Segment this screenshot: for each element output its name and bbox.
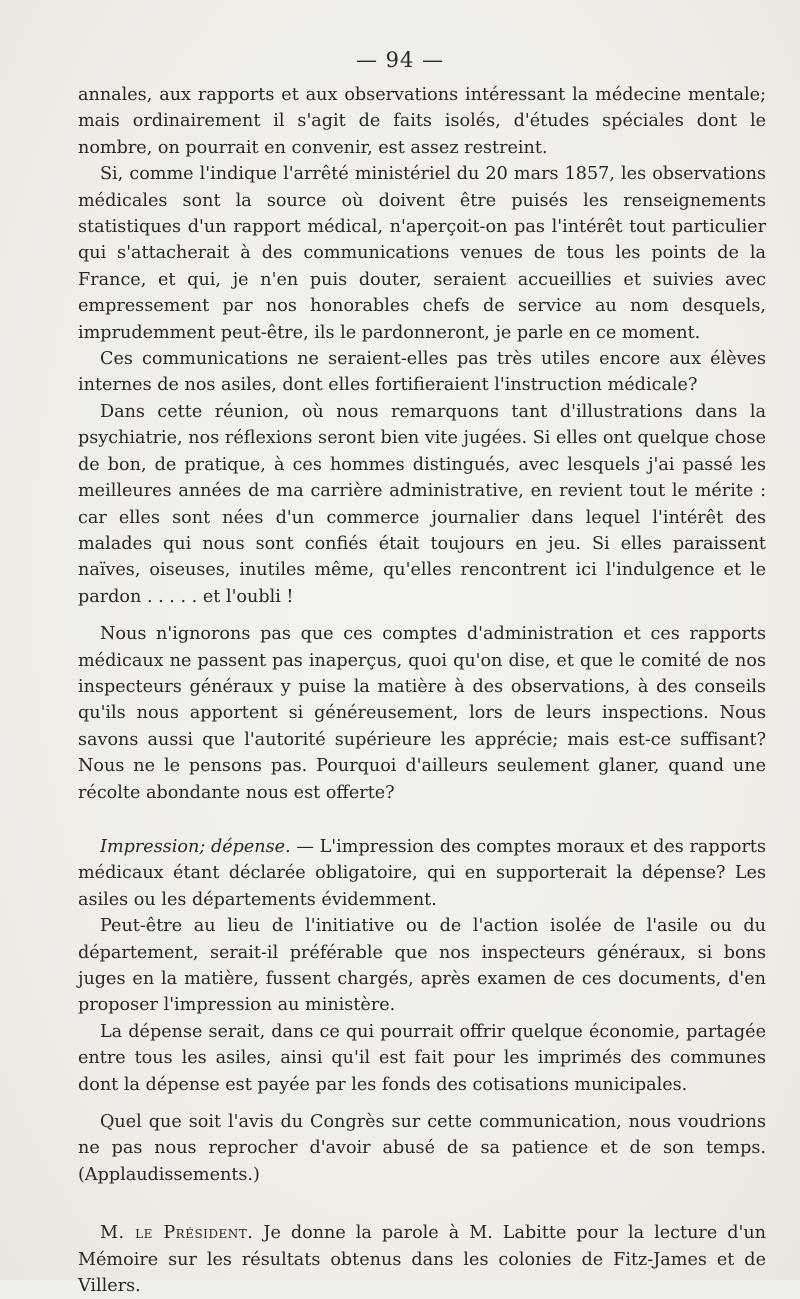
- paragraph-president: [78, 1220, 766, 1299]
- section-heading: Impression; dépense.: [100, 836, 291, 857]
- paragraph-9: Quel que soit l'avis du Congrès sur cette communication, nous voudrions ne pas nous reprocher d'avoir abusé de sa patience et de son temps. (Applaudissements.): [78, 1112, 766, 1185]
- paragraph-1: annales, aux rapports et aux observations intéressant la médecine mentale; mais ordinairement il s'agit de faits isolés, d'études spéciales dont le nombre, on pourrait en convenir, est assez restreint.: [78, 85, 766, 158]
- page-number: — 94 —: [355, 48, 445, 72]
- paragraph-2: Si, comme l'indique l'arrêté ministériel du 20 mars 1857, les observations médicales sont la source où doivent être puisés les renseignements statistiques d'un rapport médical, n'aperçoit-on pas l'intérêt tout particulier qui s'attacherait à des communications venues de tous les points de la France, et qui, je n'en puis douter, seraient accueillies et suivies avec empressement par nos honorables chefs de service au nom desquels, imprudemment peut-être, ils le pardonneront, je parle en ce moment.: [78, 164, 766, 343]
- paragraph-5: Nous n'ignorons pas que ces comptes d'administration et ces rapports médicaux ne passent pas inaperçus, quoi qu'on dise, et que le comité de nos inspecteurs généraux y puise la matière à des observations, à des conseils qu'ils nous apportent si généreusement, lors de leurs inspections. Nous savons aussi que l'autorité supérieure les apprécie; mais est-ce suffisant? Nous ne le pensons pas. Pourquoi d'ailleurs seulement glaner, quand une récolte abondante nous est offerte?: [78, 624, 766, 803]
- speaker-name: M. le Président.: [100, 1223, 254, 1244]
- paragraph-3: Ces communications ne seraient-elles pas très utiles encore aux élèves internes de nos asiles, dont elles fortifieraient l'instruction médicale?: [78, 349, 766, 396]
- paragraph-7: Peut-être au lieu de l'initiative ou de l'action isolée de l'asile ou du département, serait-il préférable que nos inspecteurs généraux, si bons juges en la matière, fussent chargés, après examen de ces documents, d'en proposer l'impression au ministère.: [78, 916, 766, 1016]
- paragraph-4: Dans cette réunion, où nous remarquons tant d'illustrations dans la psychiatrie, nos réflexions seront bien vite jugées. Si elles ont quelque chose de bon, de pratique, à ces hommes distingués, avec lesquels j'ai passé les meilleures années de ma carrière administrative, en revient tout le mérite : car elles sont nées d'un commerce journalier dans lequel l'intérêt des malades qui nous sont confiés était toujours en jeu. Si elles paraissent naïves, oiseuses, inutiles même, qu'elles rencontrent ici l'indulgence et le pardon . . . . . et l'oubli !: [78, 401, 766, 607]
- body-text: [78, 82, 766, 1299]
- paragraph-impression-text: — L'impression des comptes moraux et des rapports médicaux étant déclarée obligatoire, qui en supporterait la dépense? Les asiles ou les départements évidemment.: [78, 836, 766, 910]
- paragraph-impression: [78, 834, 766, 913]
- paragraph-8: La dépense serait, dans ce qui pourrait offrir quelque économie, partagée entre tous les asiles, ainsi qu'il est fait pour les imprimés des communes dont la dépense est payée par les fonds des cotisations municipales.: [78, 1021, 766, 1095]
- paragraph-president-text: Je donne la parole à M. Labitte pour la lecture d'un Mémoire sur les résultats obtenus dans les colonies de Fitz-James et de Villers.: [78, 1223, 766, 1297]
